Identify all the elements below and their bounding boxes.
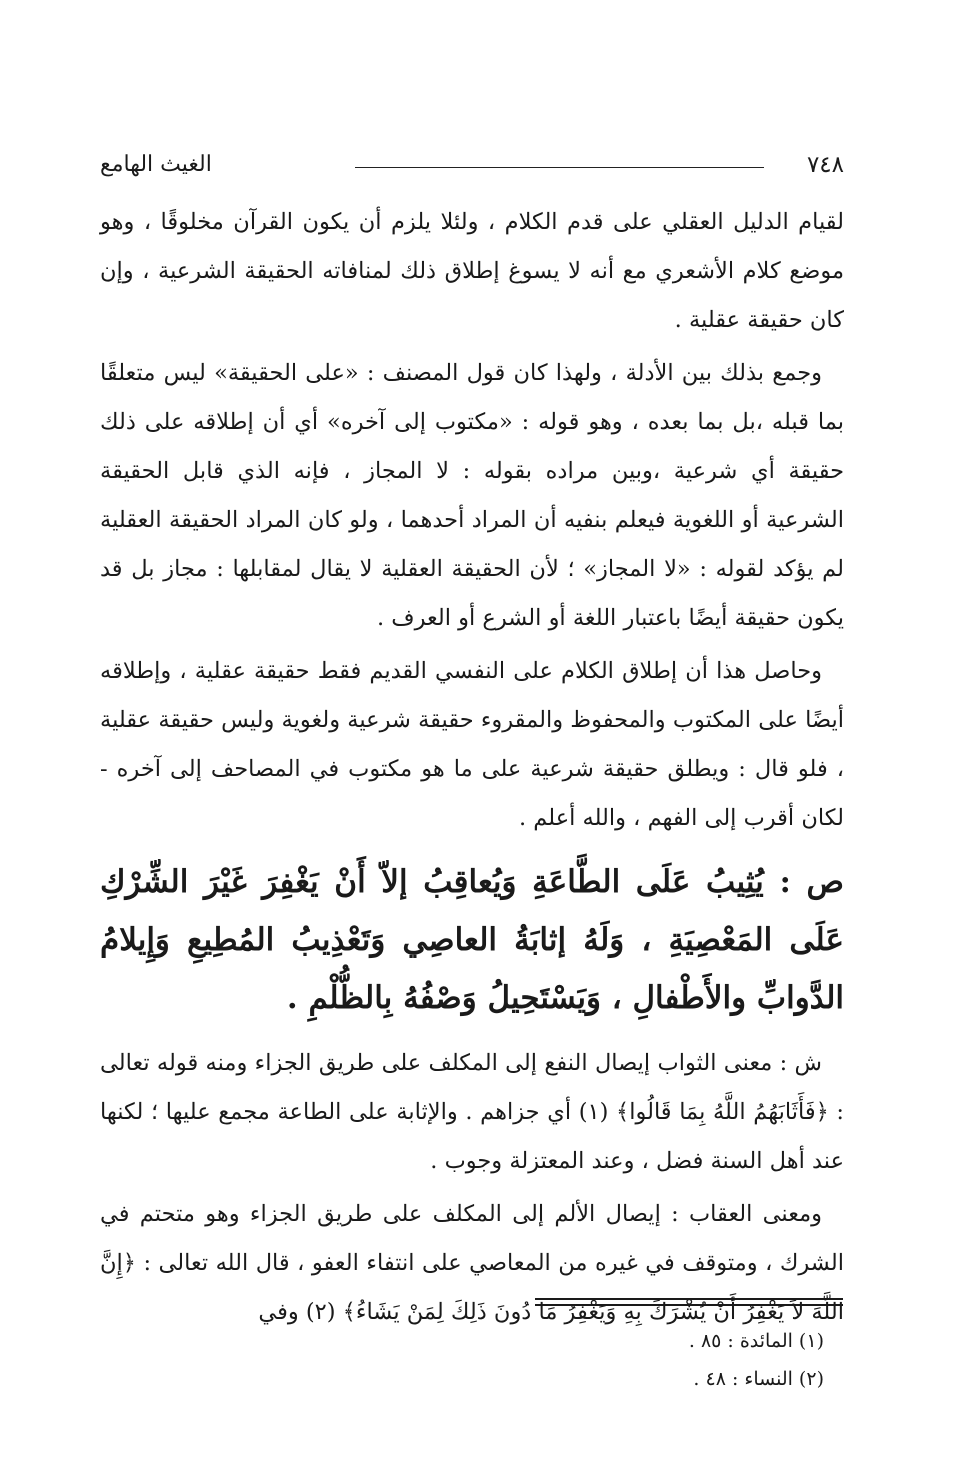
footnote: (١) المائدة : ٨٥ . xyxy=(688,1330,824,1352)
matn-text: ص : يُثِيبُ عَلَى الطَّاعَةِ وَيُعاقِبُ إلاّ أَنْ يَغْفِرَ غَيْرَ الشِّرْكِ عَلَى المَعْصِيَةِ ، وَلَهُ إثابَةُ العاصِي وَتَعْذِيبُ المُطِيعِ وَإِيلامُ الدَّوابِّ والأَطْفالِ ، وَيَسْتَحِيلُ وَصْفُهُ بِالظُّلْمِ . xyxy=(100,864,844,1016)
footnotes xyxy=(100,1322,824,1398)
sharh-paragraph: ش : معنى الثواب إيصال النفع إلى المكلف على طريق الجزاء ومنه قوله تعالى : ﴿فَأَثَابَهُمُ اللَّهُ بِمَا قَالُوا﴾ (١) أي جزاهم . والإثابة على الطاعة مجمع عليها ؛ لكنها عند أهل السنة فضل ، وعند المعتزلة وجوب . xyxy=(100,1050,844,1174)
body-text xyxy=(100,198,844,1337)
page-number: ٧٤٨ xyxy=(806,152,844,178)
footnote-rule-line xyxy=(535,1298,843,1300)
footnote: (٢) النساء : ٤٨ . xyxy=(693,1368,824,1390)
sharh-paragraph: ومعنى العقاب : إيصال الألم إلى المكلف على طريق الجزاء وهو متحتم في الشرك ، ومتوقف في غيره من المعاصي على انتفاء العفو ، قال الله تعالى : ﴿إِنَّ اللَّهَ لاَ يَغْفِرُ أَنْ يُشْرَكَ بِهِ وَيَغْفِرُ مَا دُونَ ذَلِكَ لِمَنْ يَشَاءُ﴾ (٢) وفي xyxy=(100,1201,844,1325)
footnote-separator xyxy=(535,1298,843,1310)
header-rule xyxy=(355,167,764,168)
paragraph: وحاصل هذا أن إطلاق الكلام على النفسي القديم فقط حقيقة عقلية ، وإطلاقه أيضًا على المكتوب والمحفوظ والمقروء حقيقة شرعية ولغوية وليس حقيقة عقلية ، فلو قال : ويطلق حقيقة شرعية على ما هو مكتوب في المصاحف إلى آخره - لكان أقرب إلى الفهم ، والله أعلم . xyxy=(100,658,844,831)
paragraph: وجمع بذلك بين الأدلة ، ولهذا كان قول المصنف : «على الحقيقة» ليس متعلقًا بما قبله ،بل بما بعده ، وهو قوله : «مكتوب إلى آخره» أي أن إطلاقه على ذلك حقيقة أي شرعية ،وبين مراده بقوله : لا المجاز ، فإنه الذي قابل الحقيقة الشرعية أو اللغوية فيعلم بنفيه أن المراد أحدهما ، ولو كان المراد الحقيقة العقلية لم يؤكد لقوله : «لا المجاز» ؛ لأن الحقيقة العقلية لا يقال لمقابلها : مجاز بل قد يكون حقيقة أيضًا باعتبار اللغة أو الشرع أو العرف . xyxy=(100,360,845,631)
book-title: الغيث الهامع xyxy=(100,152,212,177)
paragraph: لقيام الدليل العقلي على قدم الكلام ، ولئلا يلزم أن يكون القرآن مخلوقًا ، وهو موضع كلام الأشعري مع أنه لا يسوغ إطلاق ذلك لمنافاته الحقيقة الشرعية ، وإن كان حقيقة عقلية . xyxy=(100,209,844,333)
running-header xyxy=(100,148,844,184)
footnote-rule-line xyxy=(535,1304,843,1306)
